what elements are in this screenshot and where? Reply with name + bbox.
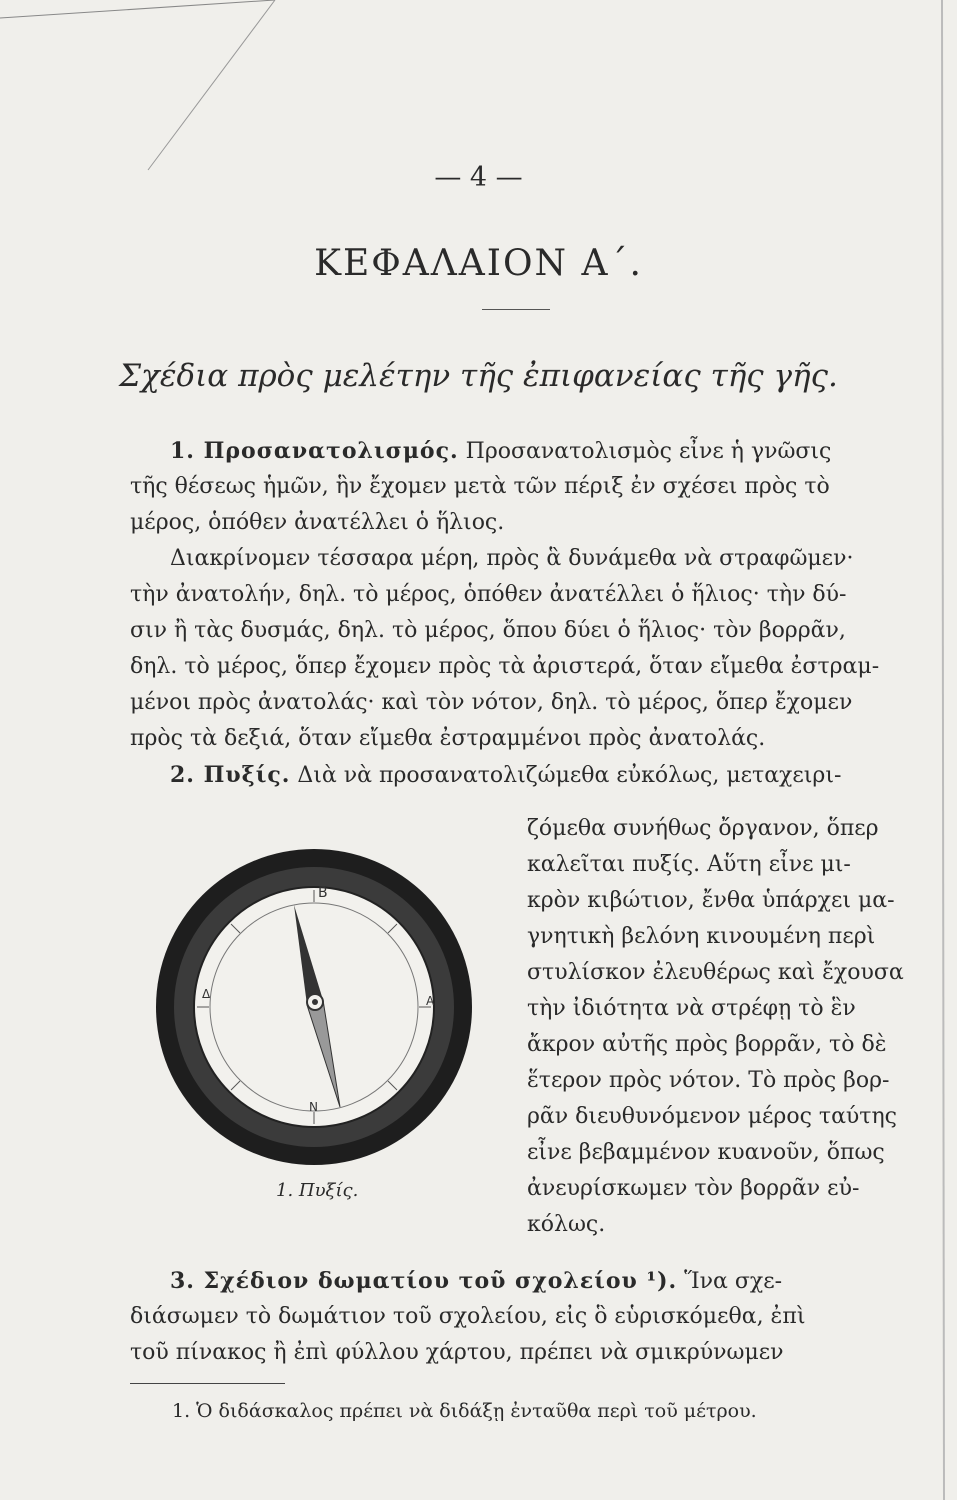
section-2-column	[527, 811, 907, 1243]
section-1	[130, 433, 900, 793]
section-2-heading: 2. Πυξίς.	[170, 762, 291, 788]
column-line: ρᾶν διευθυνόμενον μέρος ταύτης	[527, 1104, 897, 1129]
page-number: — 4 —	[434, 162, 523, 193]
compass-label-west: Δ	[202, 987, 211, 1001]
section-3-text: Ἵνα σχε-	[684, 1269, 783, 1294]
section-1-heading: 1. Προσανατολισμός.	[170, 438, 459, 464]
section-1-text: Προσανατολισμὸς εἶνε ἡ γνῶσις	[465, 439, 832, 464]
text-line: μέρος, ὁπόθεν ἀνατέλλει ὁ ἥλιος.	[130, 510, 505, 535]
figure-caption: 1. Πυξίς.	[276, 1180, 359, 1201]
compass-label-south: Ν	[309, 1100, 318, 1114]
column-line: κρὸν κιβώτιον, ἔνθα ὑπάρχει μα-	[527, 888, 895, 913]
text-line: πρὸς τὰ δεξιά, ὅταν εἴμεθα ἐστραμμένοι πρὸς ἀνατολάς.	[130, 726, 766, 751]
compass-illustration	[152, 845, 477, 1170]
column-line: τὴν ἰδιότητα νὰ στρέφῃ τὸ ἓν	[527, 996, 856, 1021]
column-line: ἕτερον πρὸς νότον. Τὸ πρὸς βορ-	[527, 1068, 890, 1093]
text-line: μένοι πρὸς ἀνατολάς· καὶ τὸν νότον, δηλ. τὸ μέρος, ὅπερ ἔχομεν	[130, 690, 853, 715]
section-3	[130, 1263, 900, 1371]
title-divider	[482, 309, 550, 310]
text-line: Διακρίνομεν τέσσαρα μέρη, πρὸς ἃ δυνάμεθα νὰ στραφῶμεν·	[170, 546, 854, 571]
section-2-first-line	[130, 757, 900, 793]
chapter-title: ΚΕΦΑΛΑΙΟΝ Α΄.	[314, 243, 643, 284]
section-3-first-line	[130, 1263, 900, 1299]
section-3-heading: 3. Σχέδιον δωματίου τοῦ σχολείου ¹).	[170, 1268, 678, 1294]
text-line: διάσωμεν τὸ δωμάτιον τοῦ σχολείου, εἰς ὃ εὑρισκόμεθα, ἐπὶ	[130, 1304, 806, 1329]
compass-label-north: Β	[318, 885, 328, 901]
text-line: τῆς θέσεως ἡμῶν, ἣν ἔχομεν μετὰ τῶν πέριξ ἐν σχέσει πρὸς τὸ	[130, 474, 830, 499]
section-1-line	[130, 433, 900, 469]
text-line: δηλ. τὸ μέρος, ὅπερ ἔχομεν πρὸς τὰ ἀριστερά, ὅταν εἴμεθα ἐστραμ-	[130, 654, 880, 679]
footnote-divider	[130, 1383, 285, 1384]
footnote: 1. Ὁ διδάσκαλος πρέπει νὰ διδάξῃ ἐνταῦθα περὶ τοῦ μέτρου.	[172, 1400, 757, 1422]
text-line: τὴν ἀνατολήν, δηλ. τὸ μέρος, ὁπόθεν ἀνατέλλει ὁ ἥλιος· τὴν δύ-	[130, 582, 847, 607]
column-line: ἀνευρίσκωμεν τὸν βορρᾶν εὐ-	[527, 1176, 860, 1201]
column-line: ἄκρον αὐτῆς πρὸς βορρᾶν, τὸ δὲ	[527, 1032, 887, 1057]
column-line: ζόμεθα συνήθως ὄργανον, ὅπερ	[527, 816, 879, 841]
chapter-subtitle: Σχέδια πρὸς μελέτην τῆς ἐπιφανείας τῆς γῆς.	[119, 358, 838, 394]
column-line: στυλίσκον ἐλευθέρως καὶ ἔχουσα	[527, 960, 904, 985]
column-line: γνητικὴ βελόνη κινουμένη περὶ	[527, 924, 876, 949]
text-line: τοῦ πίνακος ἢ ἐπὶ φύλλου χάρτου, πρέπει νὰ σμικρύνωμεν	[130, 1340, 784, 1365]
column-line: καλεῖται πυξίς. Αὕτη εἶνε μι-	[527, 852, 851, 877]
compass-label-east: Α	[426, 994, 435, 1008]
column-line: κόλως.	[527, 1212, 606, 1237]
text-line: σιν ἢ τὰς δυσμάς, δηλ. τὸ μέρος, ὅπου δύει ὁ ἥλιος· τὸν βορρᾶν,	[130, 618, 846, 643]
section-2-text: Διὰ νὰ προσανατολιζώμεθα εὐκόλως, μεταχειρι-	[297, 763, 842, 788]
column-line: εἶνε βεβαμμένον κυανοῦν, ὅπως	[527, 1140, 885, 1165]
